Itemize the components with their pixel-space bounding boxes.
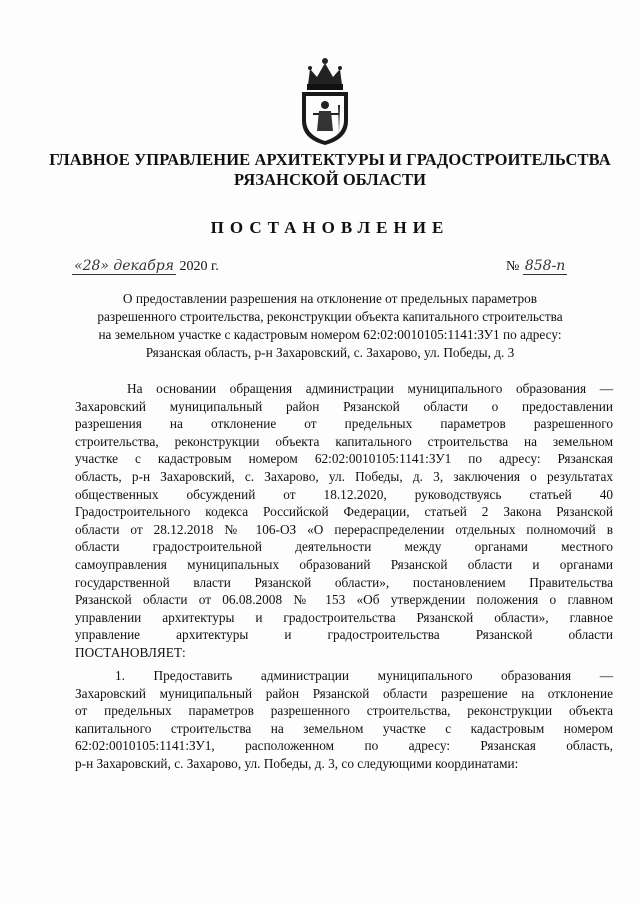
item-line: 1. Предоставить администрации муниципального образования —	[115, 668, 613, 683]
body-line: область, р-н Захаровский, с. Захарово, ул. Победы, д. 3, заключения о результатах	[75, 468, 613, 484]
preamble-paragraph	[75, 380, 613, 662]
subject-line: Рязанская область, р-н Захаровский, с. Захарово, ул. Победы, д. 3	[145, 345, 515, 360]
document-date	[72, 258, 219, 275]
body-line: общественных обсуждений от 18.12.2020, руководствуясь статьей 40	[75, 486, 613, 502]
item-line: Захаровский муниципальный район Рязанской области разрешение на отклонение	[75, 685, 613, 701]
handwritten-number: 858-п	[524, 258, 566, 274]
body-line: самоуправления муниципальных образований Рязанской области и органами	[75, 556, 613, 572]
body-line: разрешения на отклонение от предельных параметров разрешенного	[75, 416, 613, 432]
document-subject	[60, 290, 600, 362]
body-line: области градостроительной деятельности между органами местного	[75, 539, 613, 555]
resolves-heading: ПОСТАНОВЛЯЕТ:	[75, 644, 186, 660]
body-line: области от 28.12.2018 № 106-ОЗ «О перераспределении отдельных полномочий в	[75, 521, 613, 537]
number-prefix: №	[506, 259, 520, 274]
coat-of-arms-icon	[294, 55, 356, 147]
item-line: от предельных параметров разрешенного строительства, реконструкции объекта	[75, 703, 613, 719]
body-line: управление архитектуры и градостроительства Рязанской области	[75, 627, 613, 643]
body-line: государственной власти Рязанской области», постановлением Правительства	[75, 574, 613, 590]
resolution-item-1	[75, 667, 613, 773]
organization-name: ГЛАВНОЕ УПРАВЛЕНИЕ АРХИТЕКТУРЫ И ГРАДОСТРОИТЕЛЬСТВА	[49, 150, 611, 169]
body-line: строительства, реконструкции объекта капитального строительства на земельном	[75, 433, 613, 449]
subject-line: О предоставлении разрешения на отклонение от предельных параметров	[122, 291, 538, 306]
item-line: капитального строительства на земельном участке с кадастровым номером	[75, 720, 613, 736]
document-type: ПОСТАНОВЛЕНИЕ	[210, 218, 450, 237]
item-line: 62:02:0010105:1141:ЗУ1, расположенном по адресу: Рязанская область,	[75, 738, 613, 754]
body-line: участке с кадастровым номером 62:02:0010105:1141:ЗУ1 по адресу: Рязанская	[75, 451, 613, 467]
document-year: 2020 г.	[179, 259, 219, 274]
handwritten-date: «28» декабря	[74, 258, 175, 274]
body-line: Рязанской области от 06.08.2008 № 153 «Об утверждении положения о главном	[75, 592, 613, 608]
body-line: Градостроительного кодекса Российской Федерации, статьей 2 Закона Рязанской	[75, 504, 613, 520]
document-number	[506, 258, 567, 275]
subject-line: на земельном участке с кадастровым номером 62:02:0010105:1141:ЗУ1 по адресу:	[98, 327, 562, 342]
body-line: управлении архитектуры и градостроительства Рязанской области», главное	[75, 609, 613, 625]
subject-line: разрешенного строительства, реконструкции объекта капитального строительства	[97, 309, 563, 324]
item-line: р-н Захаровский, с. Захарово, ул. Победы, д. 3, со следующими координатами:	[75, 755, 519, 771]
organization-region: РЯЗАНСКОЙ ОБЛАСТИ	[233, 170, 427, 189]
body-line: Захаровский муниципальный район Рязанской области о предоставлении	[75, 398, 613, 414]
body-line: На основании обращения администрации муниципального образования —	[127, 381, 613, 396]
